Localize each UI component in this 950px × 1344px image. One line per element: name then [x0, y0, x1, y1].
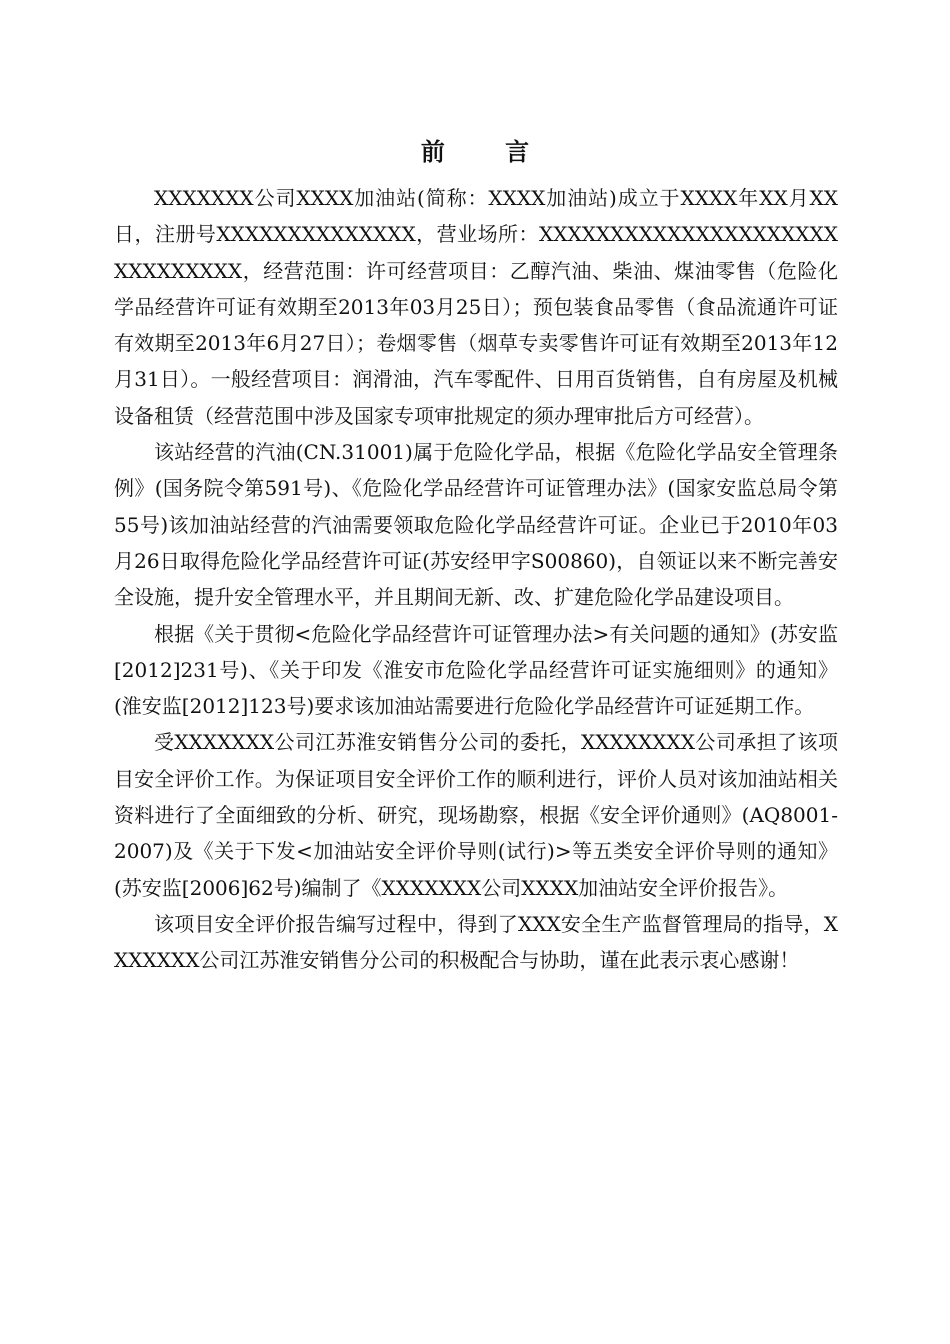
page-title: 前 言 — [420, 138, 556, 166]
paragraph-license-extension: 根据《关于贯彻<危险化学品经营许可证管理办法>有关问题的通知》(苏安监[2012]231号)、《关于印发《淮安市危险化学品经营许可证实施细则》的通知》(淮安监[2012]123号)要求该加油站需要进行危险化学品经营许可证延期工作。 — [114, 621, 838, 719]
paragraph-company-overview: XXXXXXX公司XXXX加油站(简称：XXXX加油站)成立于XXXX年XX月XX日，注册号XXXXXXXXXXXXXX，营业场所：XXXXXXXXXXXXXXXXXXXXXXXXXXXXXX，经营范围：许可经营项目：乙醇汽油、柴油、煤油零售（危险化学品经营许可证有效期至2013年03月25日）；预包装食品零售（食品流通许可证有效期至2013年6月27日）；卷烟零售（烟草专卖零售许可证有效期至2013年12月31日）。一般经营项目：润滑油，汽车零配件、日用百货销售，自有房屋及机械设备租赁（经营范围中涉及国家专项审批规定的须办理审批后方可经营）。 — [114, 186, 838, 428]
document-body — [114, 180, 838, 979]
paragraph-evaluation-commission: 受XXXXXXX公司江苏淮安销售分公司的委托，XXXXXXXX公司承担了该项目安全评价工作。为保证项目安全评价工作的顺利进行，评价人员对该加油站相关资料进行了全面细致的分析、研究，现场勘察，根据《安全评价通则》(AQ8001-2007)及《关于下发<加油站安全评价导则(试行)>等五类安全评价导则的通知》(苏安监[2006]62号)编制了《XXXXXXX公司XXXX加油站安全评价报告》。 — [114, 730, 838, 900]
paragraph-legal-basis: 该站经营的汽油(CN.31001)属于危险化学品，根据《危险化学品安全管理条例》(国务院令第591号)、《危险化学品经营许可证管理办法》(国家安监总局令第55号)该加油站经营的汽油需要领取危险化学品经营许可证。企业已于2010年03月26日取得危险化学品经营许可证(苏安经甲字S00860)，自领证以来不断完善安全设施，提升安全管理水平，并且期间无新、改、扩建危险化学品建设项目。 — [114, 440, 838, 610]
paragraph-acknowledgement: 该项目安全评价报告编写过程中，得到了XXX安全生产监督管理局的指导，XXXXXXX公司江苏淮安销售分公司的积极配合与协助，谨在此表示衷心感谢！ — [114, 911, 838, 973]
